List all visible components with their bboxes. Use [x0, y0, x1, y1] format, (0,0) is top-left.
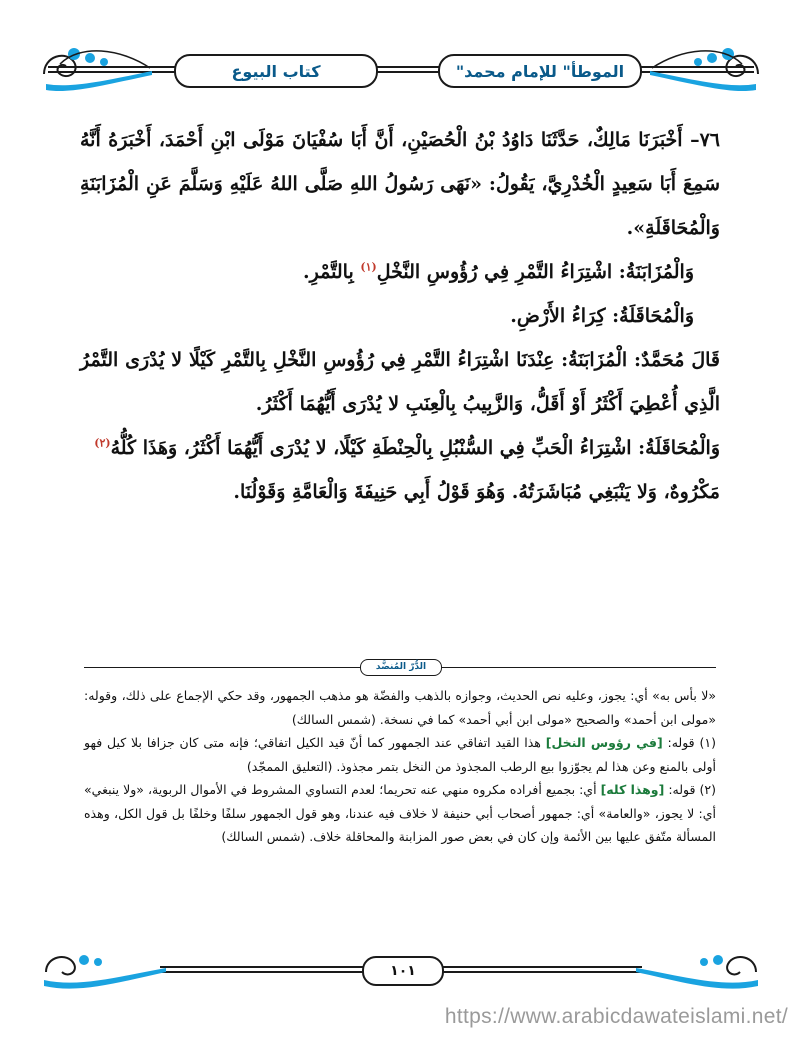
- closing-line: مَكْرُوهٌ، وَلا يَنْبَغِي مُبَاشَرَتُهُ. وَهُوَ قَوْلُ أَبِي حَنِيفَةَ وَالْعَامَّةِ وَقَوْلُنَا.: [233, 481, 720, 503]
- note2-highlight: [وهذا كله]: [600, 782, 665, 797]
- footnote-mark-2: (٢): [94, 436, 111, 450]
- note2-text: أي: بجميع أفراده مكروه منهي عنه تحريما؛ لعدم التساوي المشروط في الأموال الربوية، «ولا ينبغي» أي: لا يجوز، «والعامة» أي: جمهور أصحاب أبي حنيفة لا خلاف فيه عندنا، وهو قول الجمهور سلفًا وخلفًا بل قول الكل، وهذه المسألة متّفق عليها بين الأئمة وإن كان في بعض صور المزابنة والمحاقلة خلاف. (شمس السالك): [84, 782, 716, 844]
- muzabana-text-end: بِالتَّمْرِ.: [303, 261, 354, 283]
- muhammad-saying: قَالَ مُحَمَّدٌ: الْمُزَابَنَةُ: عِنْدَنَا اشْتِرَاءُ التَّمْرِ فِي رُؤُوسِ النَّخْلِ بِالتَّمْرِ كَيْلًا لا يُدْرَى التَّمْرُ الَّذِي أُعْطِيَ أَكْثَرُ أَوْ أَقَلُّ، وَالزَّبِيبُ بِالْعِنَبِ لا يُدْرَى أَيُّهُمَا أَكْثَرُ.: [80, 349, 720, 415]
- footer-ornament-left-icon: [40, 950, 170, 994]
- header-ornament-left-icon: [40, 44, 158, 94]
- muzabana-text: وَالْمُزَابَنَةُ: اشْتِرَاءُ التَّمْرِ فِي رُؤُوسِ النَّخْلِ: [376, 261, 694, 283]
- watermark-url: https://www.arabicdawateislami.net/: [444, 1005, 788, 1028]
- header-ornament-right-icon: [644, 44, 762, 94]
- muhaqala-definition: وَالْمُحَاقَلَةُ: كِرَاءُ الأَرْضِ.: [510, 305, 694, 327]
- page-number: ١٠١: [362, 956, 444, 986]
- work-title: "الموطأ" للإمام محمد: [438, 54, 642, 88]
- note2-prefix: (٢) قوله:: [668, 782, 716, 797]
- page-header: [40, 42, 762, 98]
- commentary-note-1: [84, 731, 716, 778]
- commentary-divider: [84, 659, 716, 675]
- book-title: كتاب البيوع: [174, 54, 378, 88]
- footnote-mark-1: (١): [360, 260, 377, 274]
- muzabana-definition: [80, 250, 720, 294]
- note1-prefix: (١) قوله:: [667, 735, 716, 750]
- commentary-note-a: «لا بأس به» أي: يجوز، وعليه نص الحديث، وجوازه بالذهب والفضّة هو مذهب الجمهور، وقد حكي الإجماع على ذلك، وقوله: «مولى ابن أحمد» والصحيح «مولى ابن أبي أحمد» كما في نسخة. (شمس السالك): [84, 688, 716, 727]
- note1-highlight: [في رؤوس النخل]: [545, 735, 663, 750]
- main-text: [80, 118, 720, 514]
- hadith-paragraph: ٧٦– أَخْبَرَنَا مَالِكٌ، حَدَّثَنَا دَاوُدُ بْنُ الْحُصَيْنِ، أَنَّ أَبَا سُفْيَانَ مَوْلَى ابْنِ أَحْمَدَ، أَخْبَرَهُ أَنَّهُ سَمِعَ أَبَا سَعِيدٍ الْخُدْرِيَّ، يَقُولُ: «نَهَى رَسُولُ اللهِ صَلَّى اللهُ عَلَيْهِ وَسَلَّمَ عَنِ الْمُزَابَنَةِ وَالْمُحَاقَلَةِ».: [80, 129, 720, 239]
- commentary-label: الدُّرّ المُنضَّد: [360, 659, 442, 676]
- muhaqala-text: وَالْمُحَاقَلَةُ: اشْتِرَاءُ الْحَبِّ فِي السُّنْبُلِ بِالْحِنْطَةِ كَيْلًا، لا يُدْرَى أَيُّهُمَا أَكْثَرُ، وَهَذَا كُلُّهُ: [110, 437, 720, 459]
- note1-text: هذا القيد اتفاقي عند الجمهور كما أنّ قيد الكيل اتفاقي؛ فإنه متى كان جزافا بلا كيل فهو أولى بالمنع وعن هذا لم يجوّزوا بيع الرطب المجذوذ من النخل بتمر مجذوذ. (التعليق الممجّد): [84, 735, 716, 774]
- commentary-notes: [84, 684, 716, 849]
- commentary-note-2: [84, 778, 716, 849]
- muhaqala-explanation: [80, 426, 720, 470]
- footer-ornament-right-icon: [632, 950, 762, 994]
- page-footer: [40, 950, 762, 1000]
